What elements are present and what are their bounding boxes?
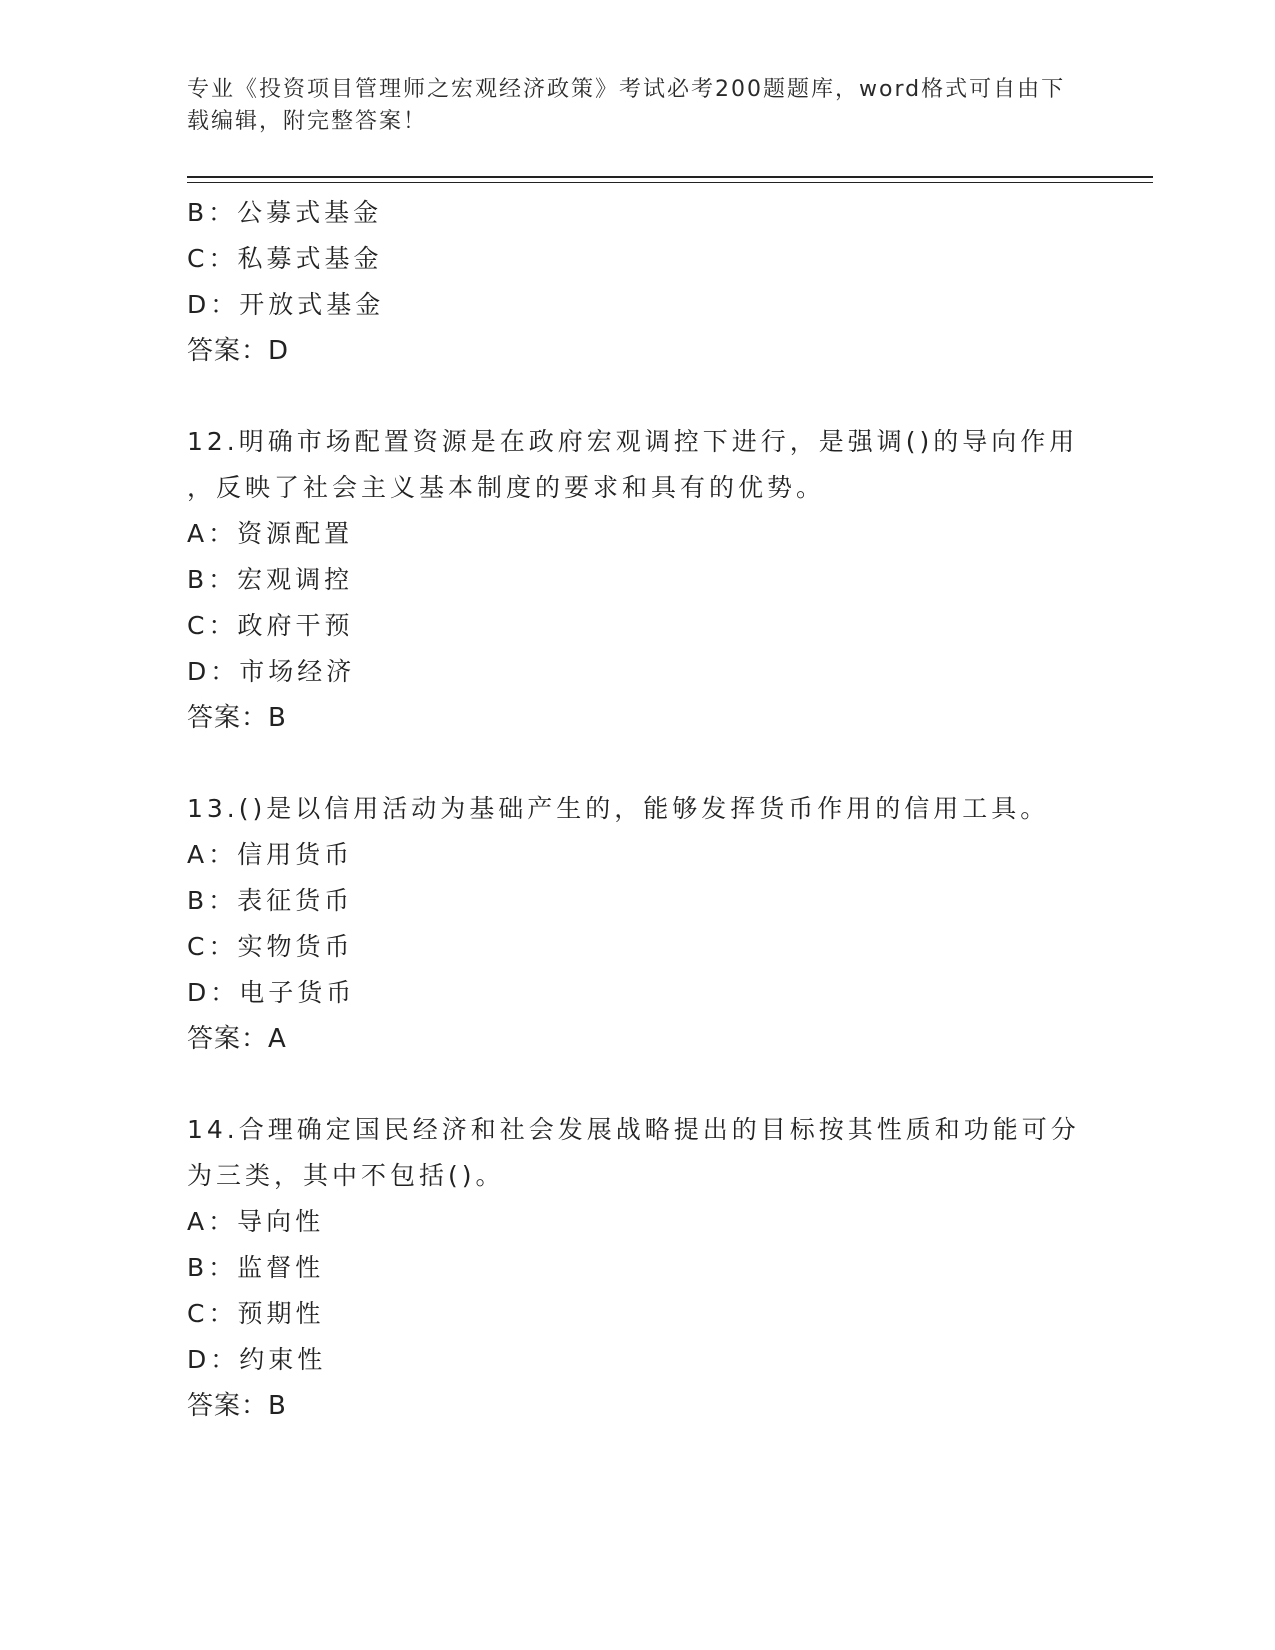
option-b: B：宏观调控 [187,565,354,594]
question-11-continued [187,190,1087,374]
question-stem-line: 13.()是以信用活动为基础产生的，能够发挥货币作用的信用工具。 [187,794,1050,823]
document-body [187,190,1087,1429]
option-c: C：私募式基金 [187,244,383,273]
document-header: 专业《投资项目管理师之宏观经济政策》考试必考200题题库，word格式可自由下载编辑，附完整答案！ [187,77,1066,134]
header-rule-thick [187,176,1153,178]
question-14 [187,1107,1087,1429]
option-c: C：实物货币 [187,932,354,961]
question-13 [187,786,1087,1062]
option-d: D：市场经济 [187,657,356,686]
question-12 [187,419,1087,741]
option-a: A：资源配置 [187,519,354,548]
option-b: B：表征货币 [187,886,354,915]
option-c: C：政府干预 [187,611,354,640]
option-d: D：约束性 [187,1345,327,1374]
option-a: A：导向性 [187,1207,325,1236]
question-stem-line: 为三类，其中不包括()。 [187,1161,505,1190]
question-stem-line: ，反映了社会主义基本制度的要求和具有的优势。 [187,473,826,502]
answer: 答案：B [187,703,287,733]
option-d: D：电子货币 [187,978,356,1007]
option-a: A：信用货币 [187,840,354,869]
question-stem-line: 14.合理确定国民经济和社会发展战略提出的目标按其性质和功能可分 [187,1115,1080,1144]
answer: 答案：B [187,1391,287,1421]
option-b: B：监督性 [187,1253,325,1282]
answer: 答案：D [187,336,290,366]
option-c: C：预期性 [187,1299,325,1328]
option-d: D：开放式基金 [187,290,385,319]
header-rule-thin [187,182,1153,183]
answer: 答案：A [187,1024,287,1054]
option-b: B：公募式基金 [187,198,383,227]
question-stem-line: 12.明确市场配置资源是在政府宏观调控下进行，是强调()的导向作用 [187,427,1079,456]
